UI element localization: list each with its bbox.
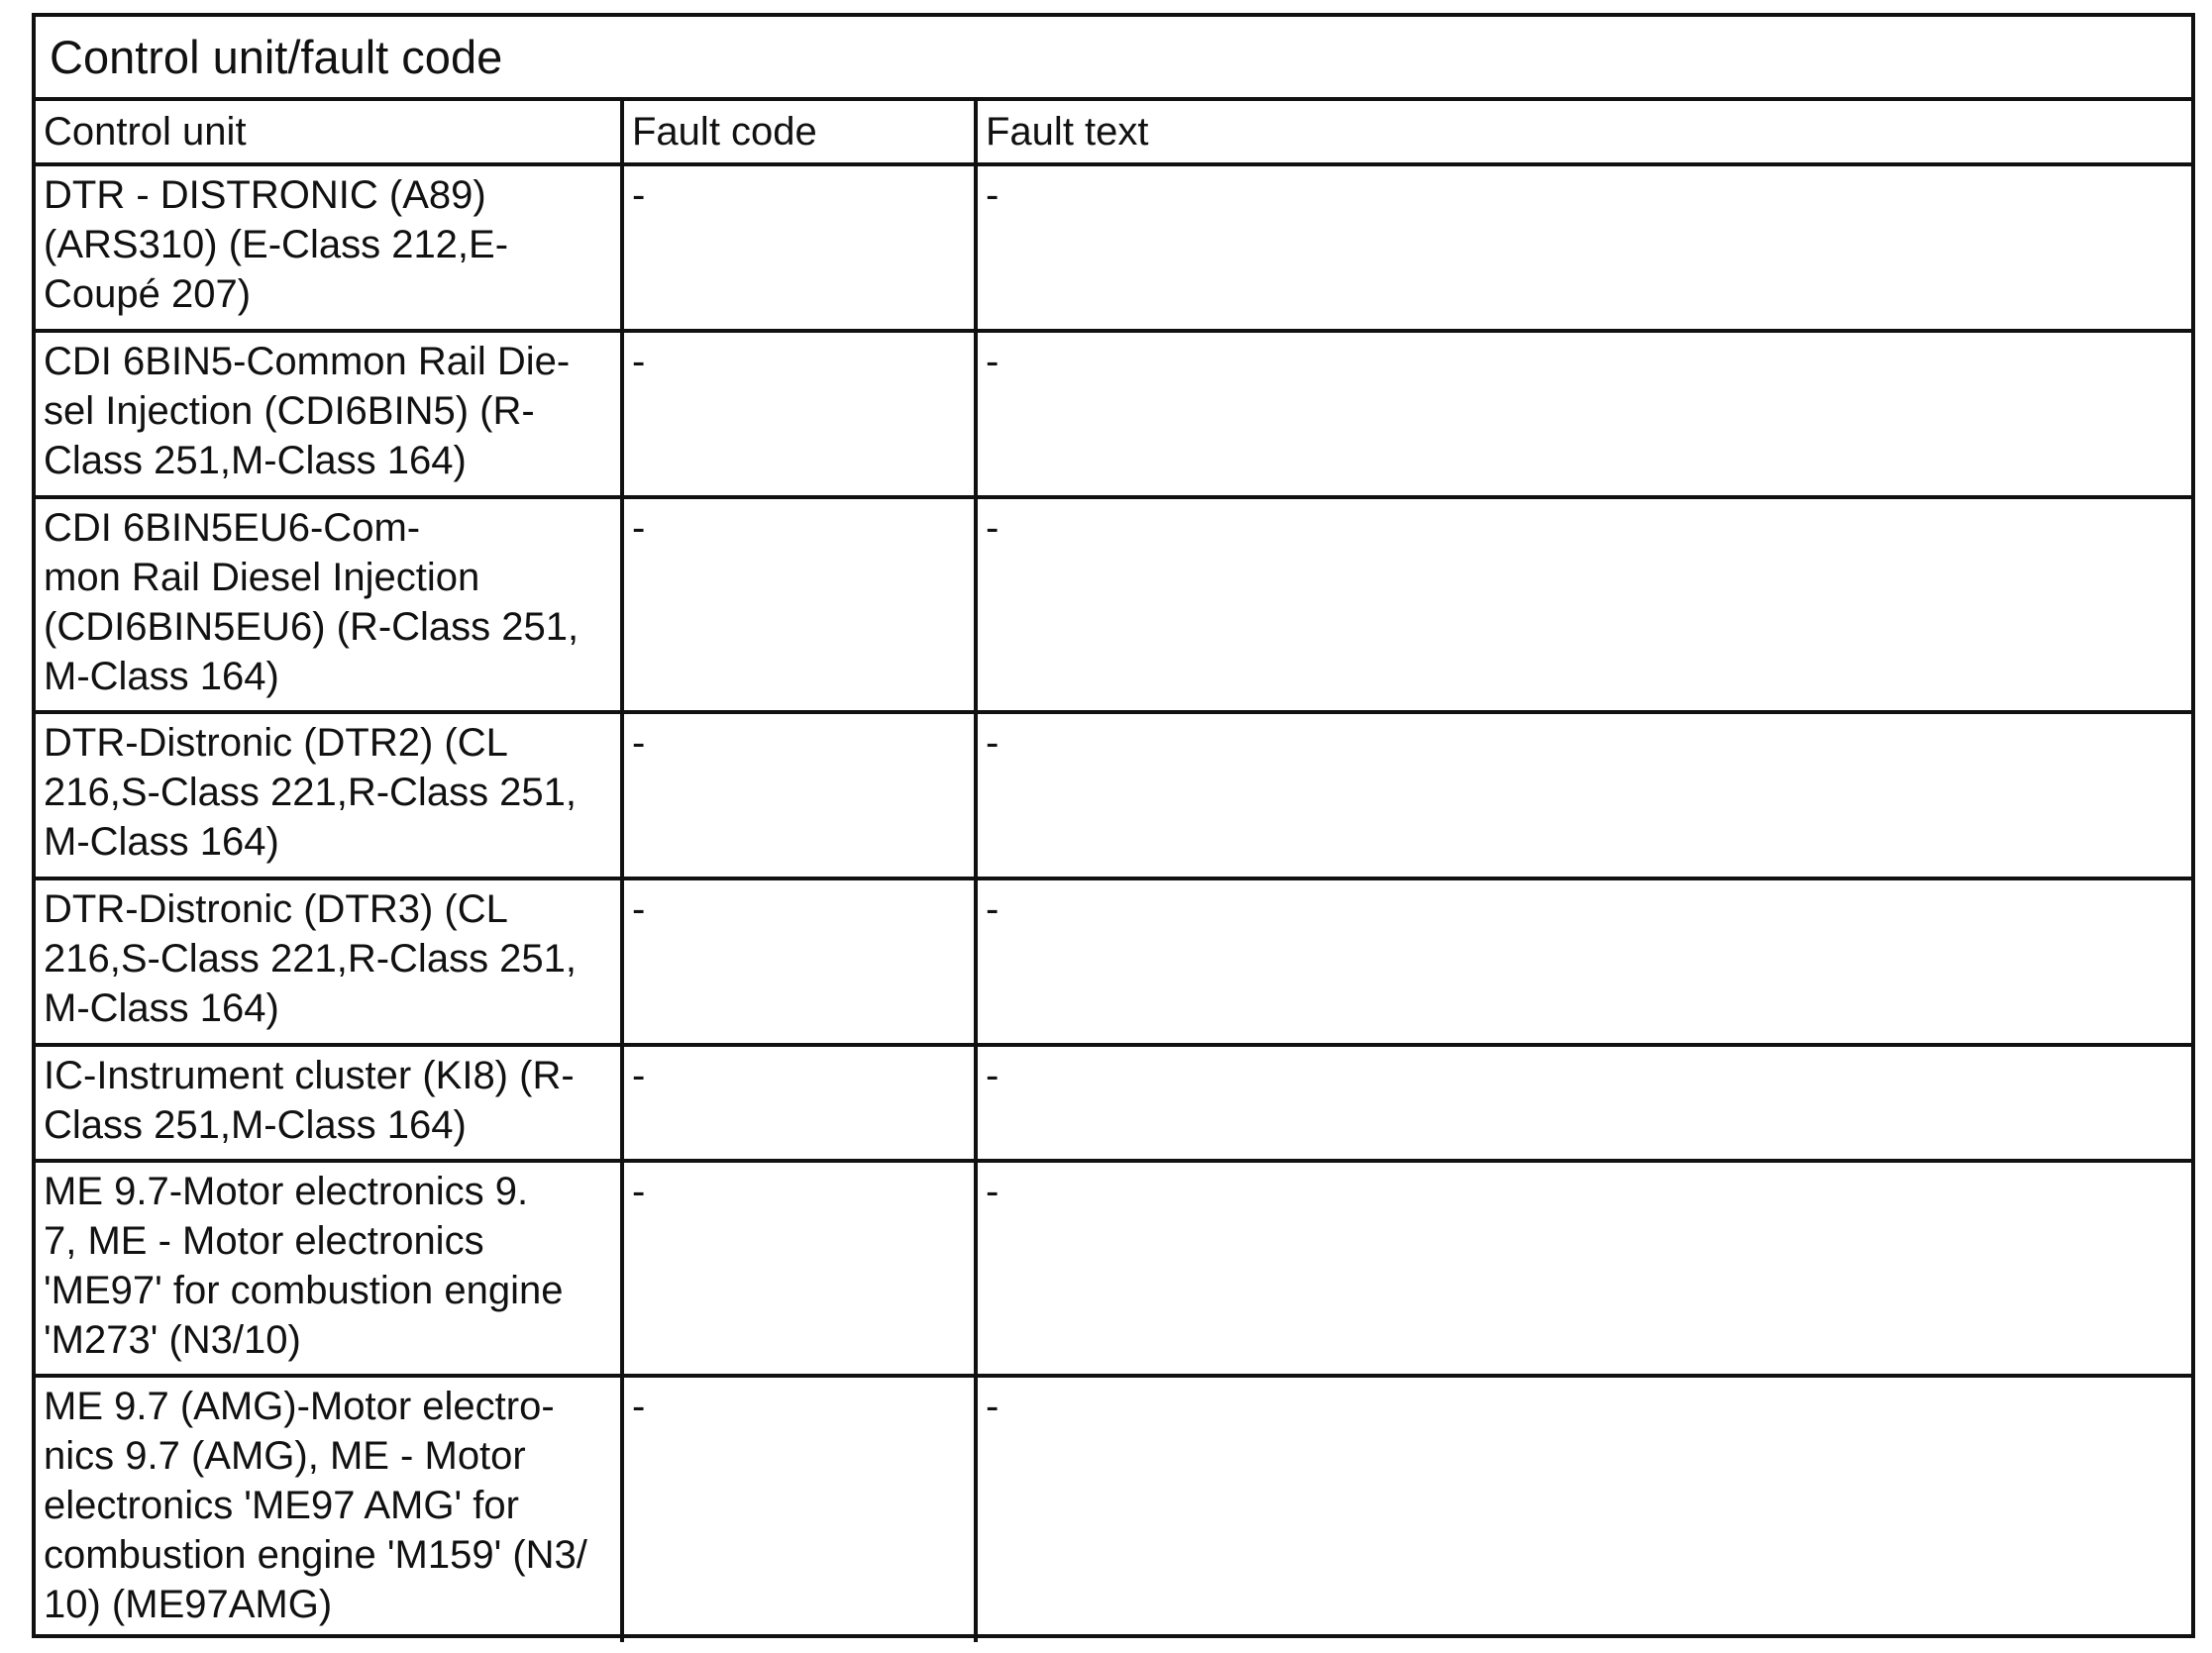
fault-code-cell: - <box>620 166 974 329</box>
table-row <box>36 880 2191 1047</box>
control-unit-cell: DTR-Distronic (DTR2) (CL 216,S-Class 221,R-Class 251, M-Class 164) <box>44 721 578 864</box>
table-title: Control unit/fault code <box>36 17 2191 101</box>
control-unit-cell: IC-Instrument cluster (KI8) (R- Class 251,M-Class 164) <box>44 1054 575 1147</box>
fault-code-cell: - <box>620 333 974 495</box>
control-unit-cell: DTR - DISTRONIC (A89) (ARS310) (E-Class 212,E- Coupé 207) <box>44 173 509 316</box>
header-control-unit: Control unit <box>44 110 247 154</box>
control-unit-cell: CDI 6BIN5EU6-Com- mon Rail Diesel Injection (CDI6BIN5EU6) (R-Class 251, M-Class 164) <box>44 506 579 698</box>
header-fault-text: Fault text <box>974 101 2191 162</box>
table-row <box>36 333 2191 499</box>
fault-text-cell: - <box>974 1378 2191 1642</box>
control-unit-cell: DTR-Distronic (DTR3) (CL 216,S-Class 221,R-Class 251, M-Class 164) <box>44 887 578 1030</box>
fault-text-cell: - <box>974 714 2191 877</box>
control-unit-cell: ME 9.7 (AMG)-Motor electro- nics 9.7 (AMG), ME - Motor electronics 'ME97 AMG' for combustion engine 'M159' (N3/ 10) (ME97AMG) <box>44 1385 587 1626</box>
fault-text-cell: - <box>974 1163 2191 1374</box>
header-row <box>36 101 2191 166</box>
control-unit-cell: CDI 6BIN5-Common Rail Die- sel Injection (CDI6BIN5) (R- Class 251,M-Class 164) <box>44 340 571 482</box>
fault-code-cell: - <box>620 499 974 710</box>
table-row <box>36 1378 2191 1642</box>
fault-code-cell: - <box>620 1047 974 1159</box>
fault-code-cell: - <box>620 880 974 1043</box>
fault-code-cell: - <box>620 714 974 877</box>
fault-text-cell: - <box>974 499 2191 710</box>
fault-text-cell: - <box>974 1047 2191 1159</box>
control-unit-cell: ME 9.7-Motor electronics 9. 7, ME - Motor electronics 'ME97' for combustion engine 'M273' (N3/10) <box>44 1170 564 1362</box>
table-row <box>36 166 2191 333</box>
table-row <box>36 1163 2191 1378</box>
table-row <box>36 499 2191 714</box>
fault-text-cell: - <box>974 880 2191 1043</box>
table-row <box>36 714 2191 880</box>
table-row <box>36 1047 2191 1163</box>
fault-code-cell: - <box>620 1163 974 1374</box>
fault-code-cell: - <box>620 1378 974 1642</box>
fault-text-cell: - <box>974 333 2191 495</box>
header-fault-code: Fault code <box>620 101 974 162</box>
fault-text-cell: - <box>974 166 2191 329</box>
fault-code-table <box>32 13 2195 1638</box>
